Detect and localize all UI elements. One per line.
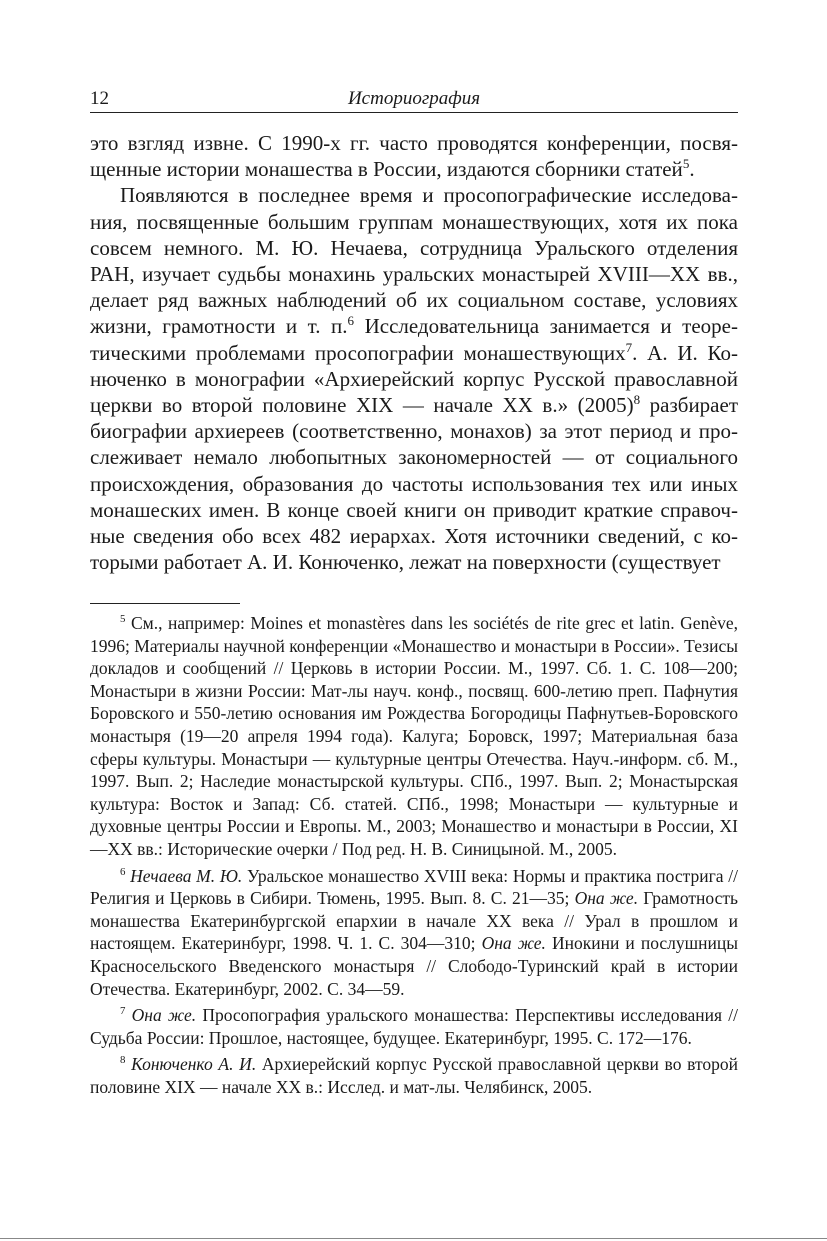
footnote-ref-7: 7: [625, 339, 633, 355]
footnote-7: $^7$ Она же. Просопография уральского монашества: Перспективы исследования // Судьба России: Прошлое, настоящее, будущее. Екатеринбург, 1995. С. 172—176.: [90, 1005, 739, 1048]
footnote-author: Она же.: [131, 1005, 197, 1026]
footnote-number: 7: [120, 1005, 126, 1018]
footnote-ref-6: 6: [347, 313, 355, 329]
footnote-author: Нечаева М. Ю.: [130, 865, 243, 886]
footnote-8: $^8$ Конюченко А. И. Архиерейский корпус Русской православной церкви во второй половине XIX — начале XX в.: Исслед. и мат-лы. Челябинск, 2005.: [90, 1054, 739, 1097]
paragraph-2: Появляются в последнее время и просопографические исследования, посвященные большим группам монашествующих, хотя их пока совсем немного. М. Ю. Нечаева, сотрудница Уральского отделения РАН, изучает судьбы монахинь уральских монастырей XVIII—XX вв., делает ряд важных наблюдений об их социальном составе, условиях жизни, грамотности и т. п.$^6$ Исследовательница занимается и теоретическими проблемами просопографии монашествующих$^7$. А. И. Конюченко в монографии «Архиерейский корпус Русской православной церкви во второй половине XIX — начале XX в.» $(2005)^8$ разбирает биографии архиереев (соответственно, монахов) за этот период и прослеживает немало любопытных закономерностей — от социального происхождения, образования до частоты использования тех или иных монашеских имен. В конце своей книги он приводит краткие справочные сведения обо всех 482 иерархах. Хотя источники сведений, с которыми работает А. И. Конюченко, лежат на поверхности (существует: [90, 183, 739, 575]
footnote-author: Конюченко А. И.: [131, 1054, 257, 1075]
main-text: [90, 130, 738, 575]
footnote-ref-5: 5: [682, 156, 690, 172]
footnote-5: $^5$ См., например: Moines et monastères dans les sociétés de rite grec et latin. Genève, 1996; Материалы научной конференции «Монашество и монастыри в России». Тезисы докладов и сообщений // Церковь в истории России. М., 1997. Сб. 1. С. 108—200; Монастыри в жизни России: Мат-лы науч. конф., посвящ. 600-летию преп. Пафнутия Боровского и 550-летию основания им Рождества Богородицы Пафнутьев-Боровского монастыря (19—20 апреля 1994 года). Калуга; Боровск, 1997; Материальная база сферы культуры. Монастыри — культурные центры Отечества. Науч.-информ. сб. М., 1997. Вып. 2; Наследие монастырской культуры. СПб., 1997. Вып. 2; Монастырская культура: Восток и Запад: Сб. статей. СПб., 1998; Монастыри — культурные и духовные центры России и Европы. М., 2003; Монашество и монастыри в России, XI—XX вв.: Исторические очерки / Под ред. Н. В. Синицыной. М., 2005.: [90, 613, 738, 859]
page-number: 12: [90, 88, 109, 109]
footnotes: [90, 612, 738, 1098]
footnote-number: 5: [120, 613, 126, 626]
footnote-ref-8: 8: [633, 392, 641, 408]
scan-edge-line: [0, 1238, 827, 1239]
running-title: Историография: [347, 88, 481, 109]
footnote-6: $^6$ Нечаева М. Ю. Уральское монашество XVIII века: Нормы и практика пострига // Религия и Церковь в Сибири. Тюмень, 1995. Вып. 8. С. 21—35; Она же. Грамотность монашества Екатеринбургской епархии в начале XX века // Урал в прошлом и настоящем. Екатеринбург, 1998. Ч. 1. С. 304—310; Она же. Инокини и послушницы Красносельского Введенского монастыря // Слободо-Туринский край в истории Отечества. Екатеринбург, 2002. С. 34—59.: [90, 865, 738, 999]
footnote-number: 6: [120, 865, 126, 878]
footnote-number: 8: [120, 1054, 126, 1067]
footnote-separator: [90, 603, 240, 604]
page-header: [90, 86, 738, 113]
paragraph-1: это взгляд извне. С 1990-х гг. часто проводятся конференции, посвященные истории монашества в России, издаются сборники статей$^5$.: [90, 131, 738, 182]
